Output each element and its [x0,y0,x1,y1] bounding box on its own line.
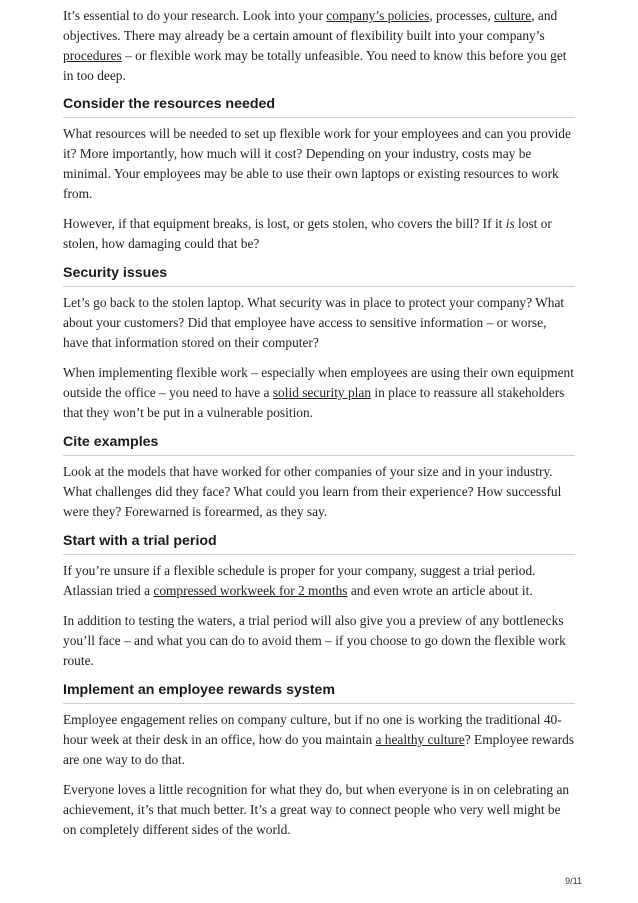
intro-text-3: , and objectives. There may already be a certain amount of flexibility built into your company’s [63,8,558,43]
heading-security: Security issues [63,264,575,287]
procedures-link[interactable]: procedures [63,48,122,63]
intro-text-2: , processes, [429,8,495,23]
rewards-paragraph-1 [63,710,575,770]
security-paragraph-2 [63,363,575,423]
heading-rewards: Implement an employee rewards system [63,681,575,704]
culture-link[interactable]: culture [494,8,532,23]
resources-text-1: However, if that equipment breaks, is lost, or gets stolen, who covers the bill? If it [63,216,506,231]
trial-paragraph-1 [63,561,575,601]
heading-examples: Cite examples [63,433,575,456]
company-policies-link[interactable]: company’s policies [326,8,430,23]
rewards-paragraph-2: Everyone loves a little recognition for what they do, but when everyone is in on celebrating an achievement, it’s that much better. It’s a great way to connect people who very well might be on completely different sides of the world. [63,782,570,837]
heading-resources: Consider the resources needed [63,95,575,118]
trial-text-1: If you’re unsure if a flexible schedule is proper for your company, suggest a trial period. Atlassian tried a [63,563,536,598]
page-number: 9/11 [565,876,582,886]
intro-paragraph [63,6,575,86]
trial-text-2: and even wrote an article about it. [347,583,533,598]
examples-paragraph: Look at the models that have worked for other companies of your size and in your industry. What challenges did they face? What could you learn from their experience? How successful were they? Forewarned is forearmed, as they say. [63,464,562,519]
security-plan-link[interactable]: solid security plan [272,385,372,400]
security-paragraph-1: Let’s go back to the stolen laptop. What security was in place to protect your company? What about your customers? Did that employee have access to sensitive information – or worse, have that information stored on their computer? [63,295,565,350]
trial-paragraph-2: In addition to testing the waters, a trial period will also give you a preview of any bottlenecks you’ll face – and what you can do to avoid them – if you choose to go down the flexible work route. [63,613,566,668]
rewards-text-1: Employee engagement relies on company culture, but if no one is working the traditional 40-hour week at their desk in an office, how do you maintain [63,712,562,747]
security-text-1: When implementing flexible work – especially when employees are using their own equipment outside the office – you need to have a [63,365,574,400]
intro-text-4: – or flexible work may be totally unfeasible. You need to know this before you get in too deep. [63,48,567,83]
resources-paragraph-1: What resources will be needed to set up flexible work for your employees and can you provide it? More importantly, how much will it cost? Depending on your industry, costs may be minimal. Your employees may be able to use their own laptops or existing resources to work from. [63,126,571,201]
compressed-workweek-link[interactable]: compressed workweek for 2 months [153,583,348,598]
security-text-2: in place to reassure all stakeholders that they won’t be put in a vulnerable position. [63,385,565,420]
rewards-text-2: ? Employee rewards are one way to do that. [63,732,575,767]
intro-text-1: It’s essential to do your research. Look into your [63,8,327,23]
healthy-culture-link[interactable]: a healthy culture [375,732,465,747]
document-page [63,6,575,850]
resources-paragraph-2 [63,214,575,254]
resources-text-2: lost or stolen, how damaging could that be? [63,216,552,251]
resources-emphasis: is [505,216,515,231]
heading-trial-period: Start with a trial period [63,532,575,555]
